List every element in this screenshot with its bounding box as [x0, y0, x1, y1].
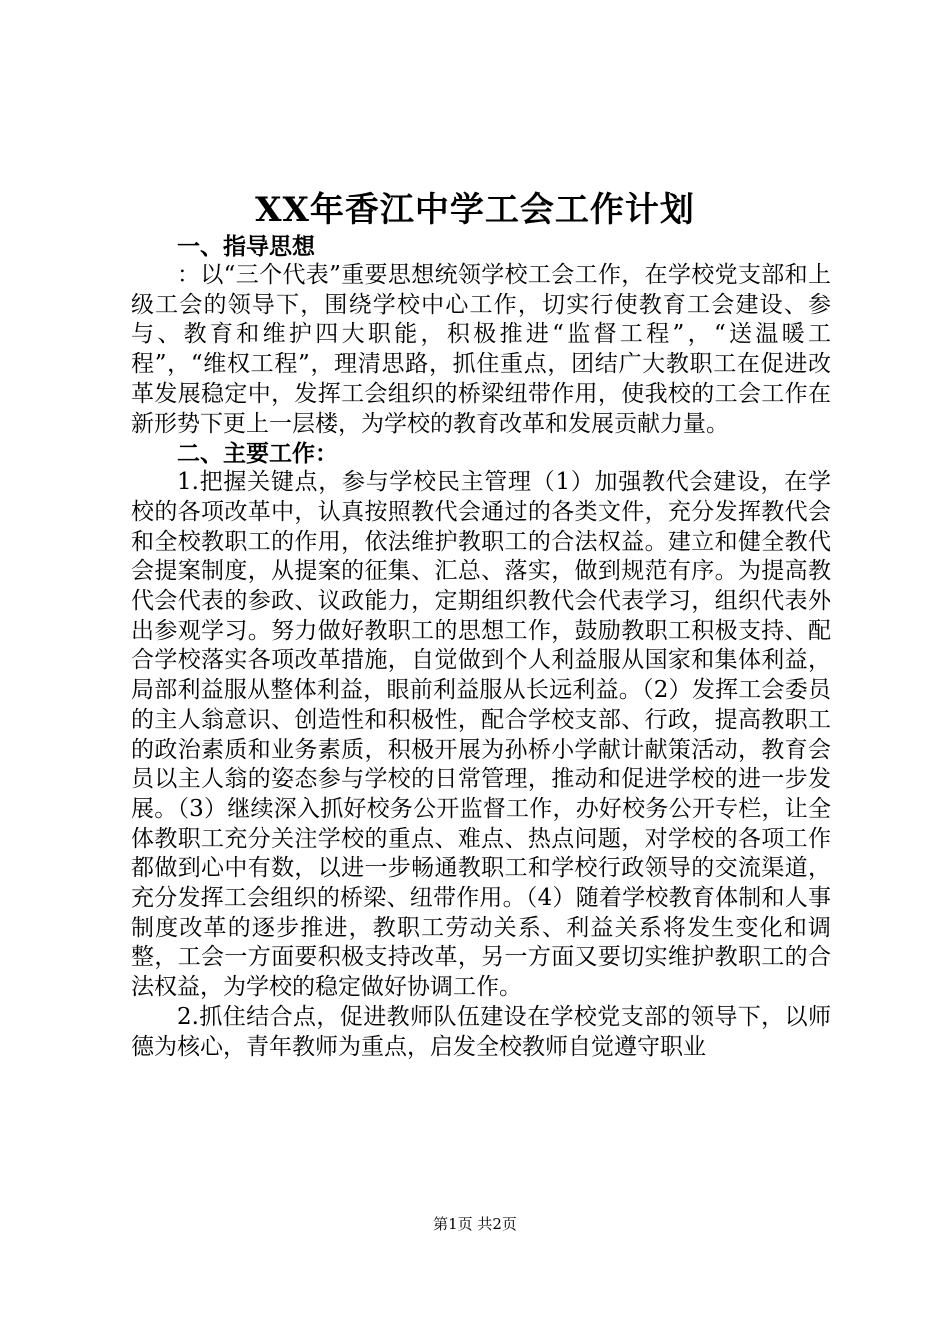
document-body	[131, 232, 831, 1062]
paragraph-guiding-thought: ：以“三个代表”重要思想统领学校工会工作，在学校党支部和上级工会的领导下，围绕学校中心工作，切实行使教育工会建设、参与、教育和维护四大职能，积极推进“监督工程”，“送温暖工程”，“维权工程”，理清思路，抓住重点，团结广大教职工在促进改革发展稳定中，发挥工会组织的桥梁纽带作用，使我校的工会工作在新形势下更上一层楼，为学校的教育改革和发展贡献力量。	[131, 262, 831, 437]
section-heading-guiding-thought: 一、指导思想	[177, 233, 315, 260]
paragraph-main-work-1: 1.把握关键点，参与学校民主管理（1）加强教代会建设，在学校的各项改革中，认真按照教代会通过的各类文件，充分发挥教代会和全校教职工的作用，依法维护教职工的合法权益。建立和健全教代会提案制度，从提案的征集、汇总、落实，做到规范有序。为提高教代会代表的参政、议政能力，定期组织教代会代表学习，组织代表外出参观学习。努力做好教职工的思想工作，鼓励教职工积极支持、配合学校落实各项改革措施，自觉做到个人利益服从国家和集体利益，局部利益服从整体利益，眼前利益服从长远利益。（2）发挥工会委员的主人翁意识、创造性和积极性，配合学校支部、行政，提高教职工的政治素质和业务素质，积极开展为孙桥小学献计献策活动，教育会员以主人翁的姿态参与学校的日常管理，推动和促进学校的进一步发展。（3）继续深入抓好校务公开监督工作，办好校务公开专栏，让全体教职工充分关注学校的重点、难点、热点问题，对学校的各项工作都做到心中有数，以进一步畅通教职工和学校行政领导的交流渠道，充分发挥工会组织的桥梁、纽带作用。（4）随着学校教育体制和人事制度改革的逐步推进，教职工劳动关系、利益关系将发生变化和调整，工会一方面要积极支持改革，另一方面又要切实维护教职工的合法权益，为学校的稳定做好协调工作。	[131, 469, 831, 1001]
document-title: XX年香江中学工会工作计划	[255, 190, 695, 230]
page-number-footer: 第1页 共2页	[433, 1215, 517, 1233]
paragraph-main-work-2: 2.抓住结合点，促进教师队伍建设在学校党支部的领导下，以师德为核心，青年教师为重点，启发全校教师自觉遵守职业	[131, 1003, 831, 1060]
section-heading-main-work: 二、主要工作：	[177, 440, 338, 468]
